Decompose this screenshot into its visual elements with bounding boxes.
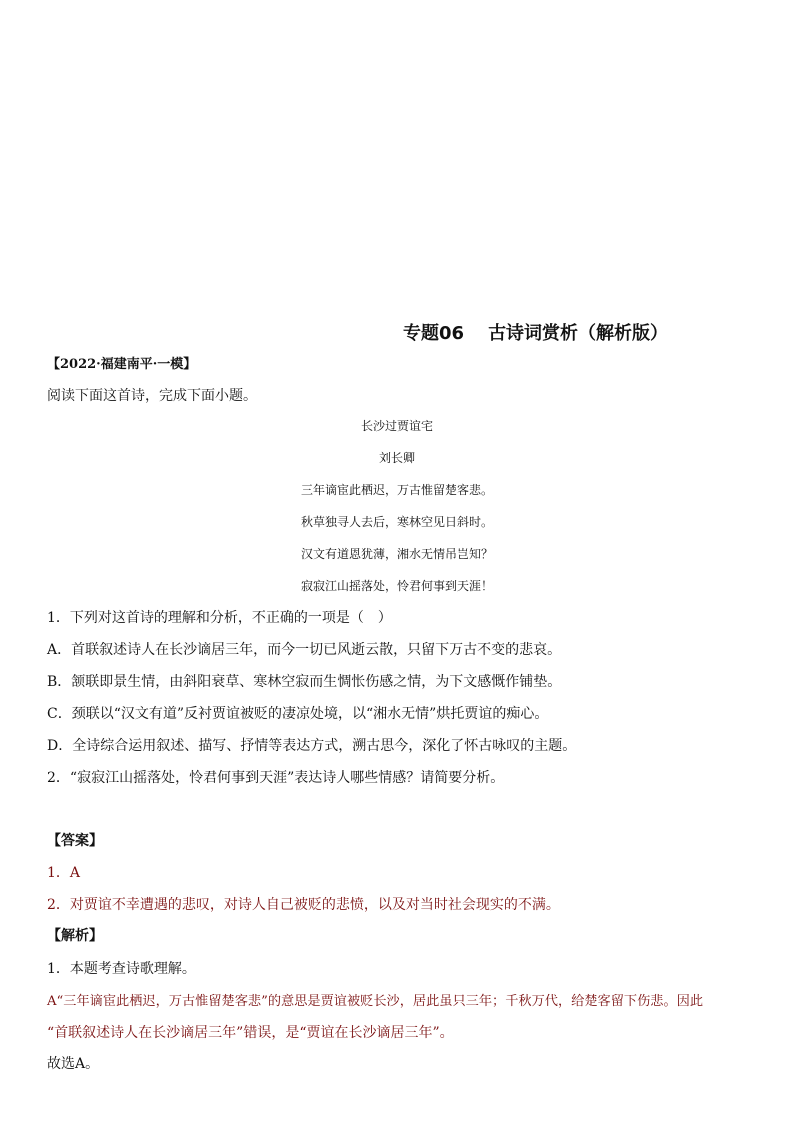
question-2: 2．“寂寂江山摇落处，怜君何事到天涯”表达诗人哪些情感？请简要分析。: [47, 770, 505, 786]
option-c: C．颈联以“汉文有道”反衬贾谊被贬的凄凉处境，以“湘水无情”烘托贾谊的痴心。: [47, 706, 549, 722]
poem-title: 长沙过贾谊宅: [360, 419, 433, 433]
option-d: D．全诗综合运用叙述、描写、抒情等表达方式，溯古思今，深化了怀古咏叹的主题。: [47, 738, 577, 754]
poem-author: 刘长卿: [378, 451, 415, 465]
instruction-text: 阅读下面这首诗，完成下面小题。: [47, 388, 257, 404]
option-b: B．颔联即景生情，由斜阳衰草、寒林空寂而生惆怅伤感之情，为下文感慨作铺垫。: [47, 674, 562, 690]
title-number: 专题06: [403, 323, 465, 344]
question-source: 【2022·福建南平·一模】: [47, 357, 197, 372]
poem-line: 汉文有道恩犹薄，湘水无情吊岂知？: [300, 547, 493, 561]
analysis-line: 1．本题考查诗歌理解。: [47, 961, 196, 977]
answer-2: 2．对贾谊不幸遭遇的悲叹，对诗人自己被贬的悲愤，以及对当时社会现实的不满。: [47, 897, 560, 913]
question-1: 1．下列对这首诗的理解和分析，不正确的一项是（ ）: [47, 610, 392, 626]
poem-line: 三年谪宦此栖迟，万古惟留楚客悲。: [300, 483, 493, 497]
analysis-line: “首联叙述诗人在长沙谪居三年”错误，是“贾谊在长沙谪居三年”。: [47, 1025, 454, 1041]
analysis-line: 故选A。: [47, 1056, 100, 1072]
poem-line: 秋草独寻人去后，寒林空见日斜时。: [300, 515, 493, 529]
analysis-heading: 【解析】: [47, 928, 103, 944]
analysis-line: A“三年谪宦此栖迟，万古惟留楚客悲”的意思是贾谊被贬长沙，居此虽只三年；千秋万代，给楚客留下伤悲。因此: [47, 994, 704, 1009]
document-title: [403, 319, 668, 345]
answer-1: 1．A: [47, 865, 81, 881]
poem-line: 寂寂江山摇落处，怜君何事到天涯！: [300, 579, 493, 593]
option-a: A．首联叙述诗人在长沙谪居三年，而今一切已风逝云散，只留下万古不变的悲哀。: [47, 642, 562, 658]
title-text: 古诗词赏析（解析版）: [488, 323, 669, 344]
answer-heading: 【答案】: [47, 833, 103, 849]
